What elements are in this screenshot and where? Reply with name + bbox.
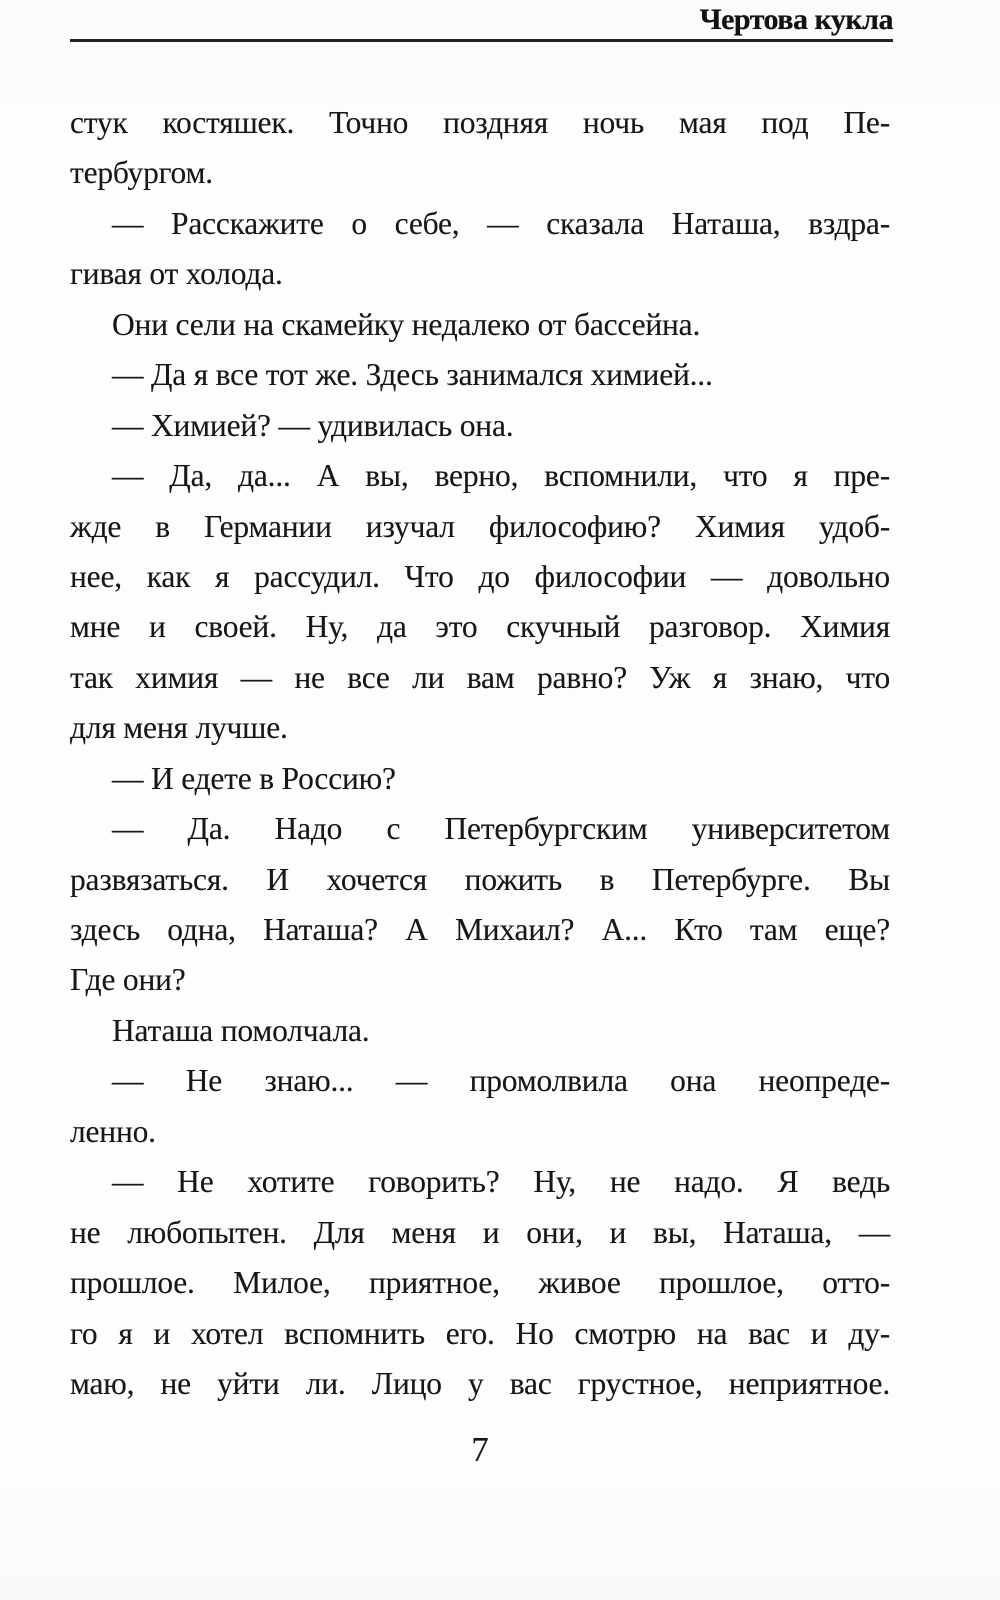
text-line: так химия — не все ли вам равно? Уж я знаю, что [70, 659, 890, 695]
text-line: маю, не уйти ли. Лицо у вас грустное, неприятное. [70, 1365, 890, 1401]
running-header-title: Чертова кукла [699, 3, 893, 36]
text-line: нее, как я рассудил. Что до философии — довольно [70, 558, 890, 594]
text-line: здесь одна, Наташа? А Михаил? А... Кто там еще? [70, 912, 890, 947]
page-text [70, 98, 890, 1409]
text-line: развязаться. И хочется пожить в Петербурге. Вы [70, 861, 890, 897]
text-line: стук костяшек. Точно поздняя ночь мая под Пе- [70, 105, 890, 140]
text-line: ленно. [70, 1113, 156, 1149]
text-line: Наташа помолчала. [112, 1012, 370, 1048]
text-line: го я и хотел вспомнить его. Но смотрю на вас и ду- [70, 1315, 890, 1351]
text-line: не любопытен. Для меня и они, и вы, Наташа, — [70, 1214, 890, 1250]
text-line: Где они? [70, 962, 186, 998]
text-line: жде в Германии изучал философию? Химия удоб- [70, 508, 890, 544]
text-line: — Расскажите о себе, — сказала Наташа, вздра- [112, 205, 890, 241]
text-line: — Не хотите говорить? Ну, не надо. Я ведь [112, 1164, 890, 1200]
page-number: 7 [471, 1430, 489, 1469]
text-line: тербургом. [70, 155, 213, 191]
text-line: — Да я все тот же. Здесь занимался химией... [112, 357, 713, 393]
text-line: — Да, да... А вы, верно, вспомнили, что я пре- [112, 458, 890, 494]
text-line: для меня лучше. [70, 710, 288, 746]
header-rule [70, 39, 893, 42]
text-line: Они сели на скамейку недалеко от бассейна. [112, 306, 701, 342]
text-line: гивая от холода. [70, 256, 283, 292]
text-line: — Не знаю... — промолвила она неопреде- [112, 1063, 890, 1099]
text-line: — И едете в Россию? [112, 760, 396, 796]
text-line: мне и своей. Ну, да это скучный разговор. Химия [70, 609, 890, 645]
text-line: — Да. Надо с Петербургским университетом [112, 811, 890, 847]
text-line: — Химией? — удивилась она. [112, 407, 514, 443]
text-line: прошлое. Милое, приятное, живое прошлое, отто- [70, 1265, 890, 1301]
